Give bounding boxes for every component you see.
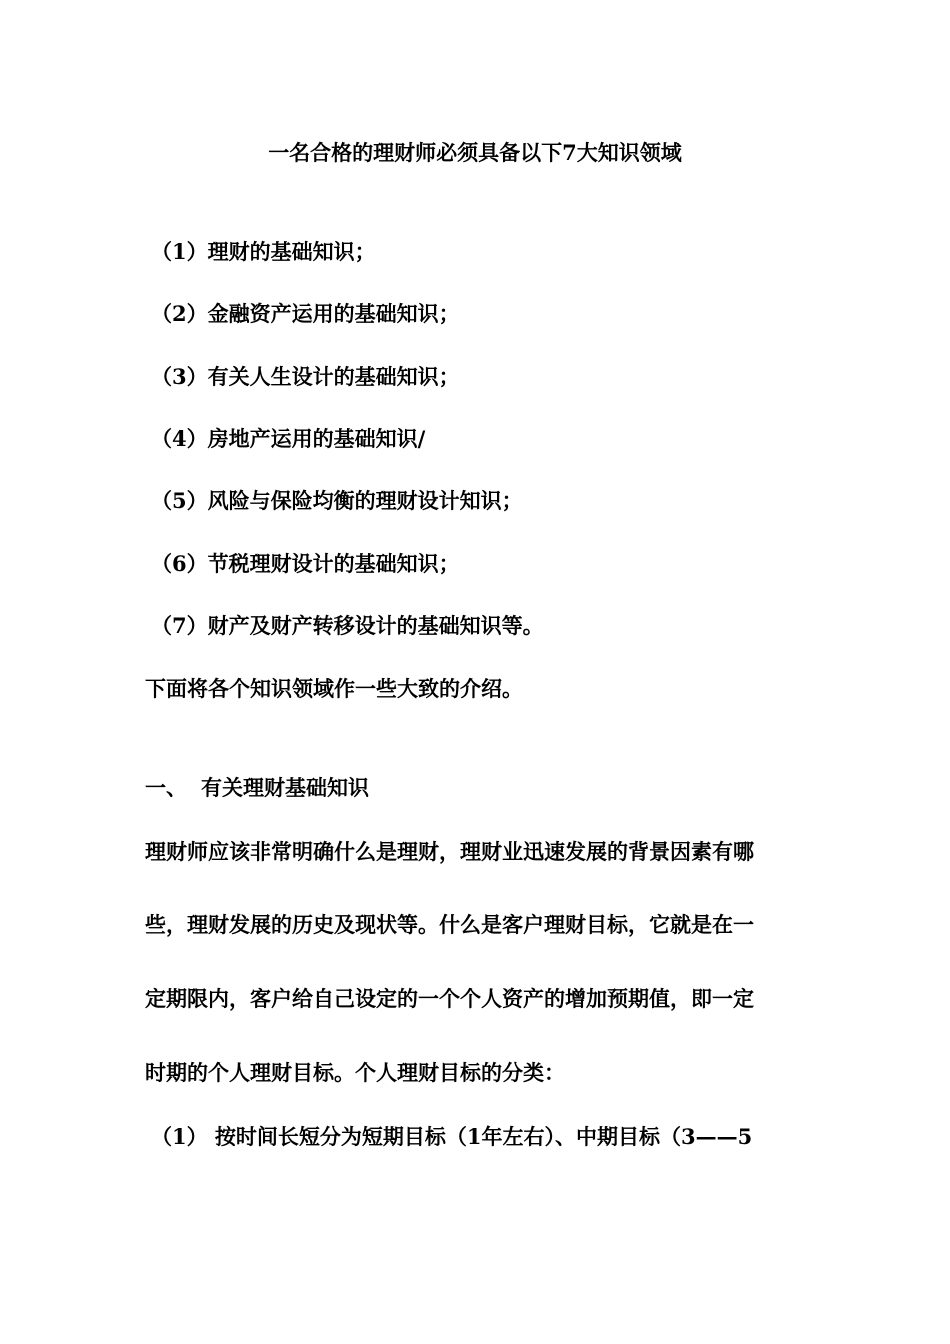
section-heading xyxy=(145,774,369,802)
paragraph-line: 些，理财发展的历史及现状等。什么是客户理财目标，它就是在一 xyxy=(145,912,754,937)
list-item: （4）房地产运用的基础知识/ xyxy=(151,426,426,451)
section-number: 一、 xyxy=(145,775,187,800)
paragraph-line: 定期限内，客户给自己设定的一个个人资产的增加预期值，即一定 xyxy=(145,986,754,1011)
list-item: （6）节税理财设计的基础知识； xyxy=(151,551,460,576)
list-item: （7）财产及财产转移设计的基础知识等。 xyxy=(151,613,544,638)
intro-paragraph: 下面将各个知识领域作一些大致的介绍。 xyxy=(145,676,523,701)
section-title: 有关理财基础知识 xyxy=(201,775,369,800)
list-item: （3）有关人生设计的基础知识； xyxy=(151,364,460,389)
paragraph-line: 理财师应该非常明确什么是理财，理财业迅速发展的背景因素有哪 xyxy=(145,839,754,864)
sub-list-item: （1） 按时间长短分为短期目标（1年左右）、中期目标（3——5 xyxy=(151,1124,753,1149)
list-item: （5）风险与保险均衡的理财设计知识； xyxy=(151,488,523,513)
document-title: 一名合格的理财师必须具备以下7大知识领域 xyxy=(268,140,682,165)
list-item: （2）金融资产运用的基础知识； xyxy=(151,301,460,326)
paragraph-line: 时期的个人理财目标。个人理财目标的分类： xyxy=(145,1060,565,1085)
list-item: （1）理财的基础知识； xyxy=(151,239,376,264)
